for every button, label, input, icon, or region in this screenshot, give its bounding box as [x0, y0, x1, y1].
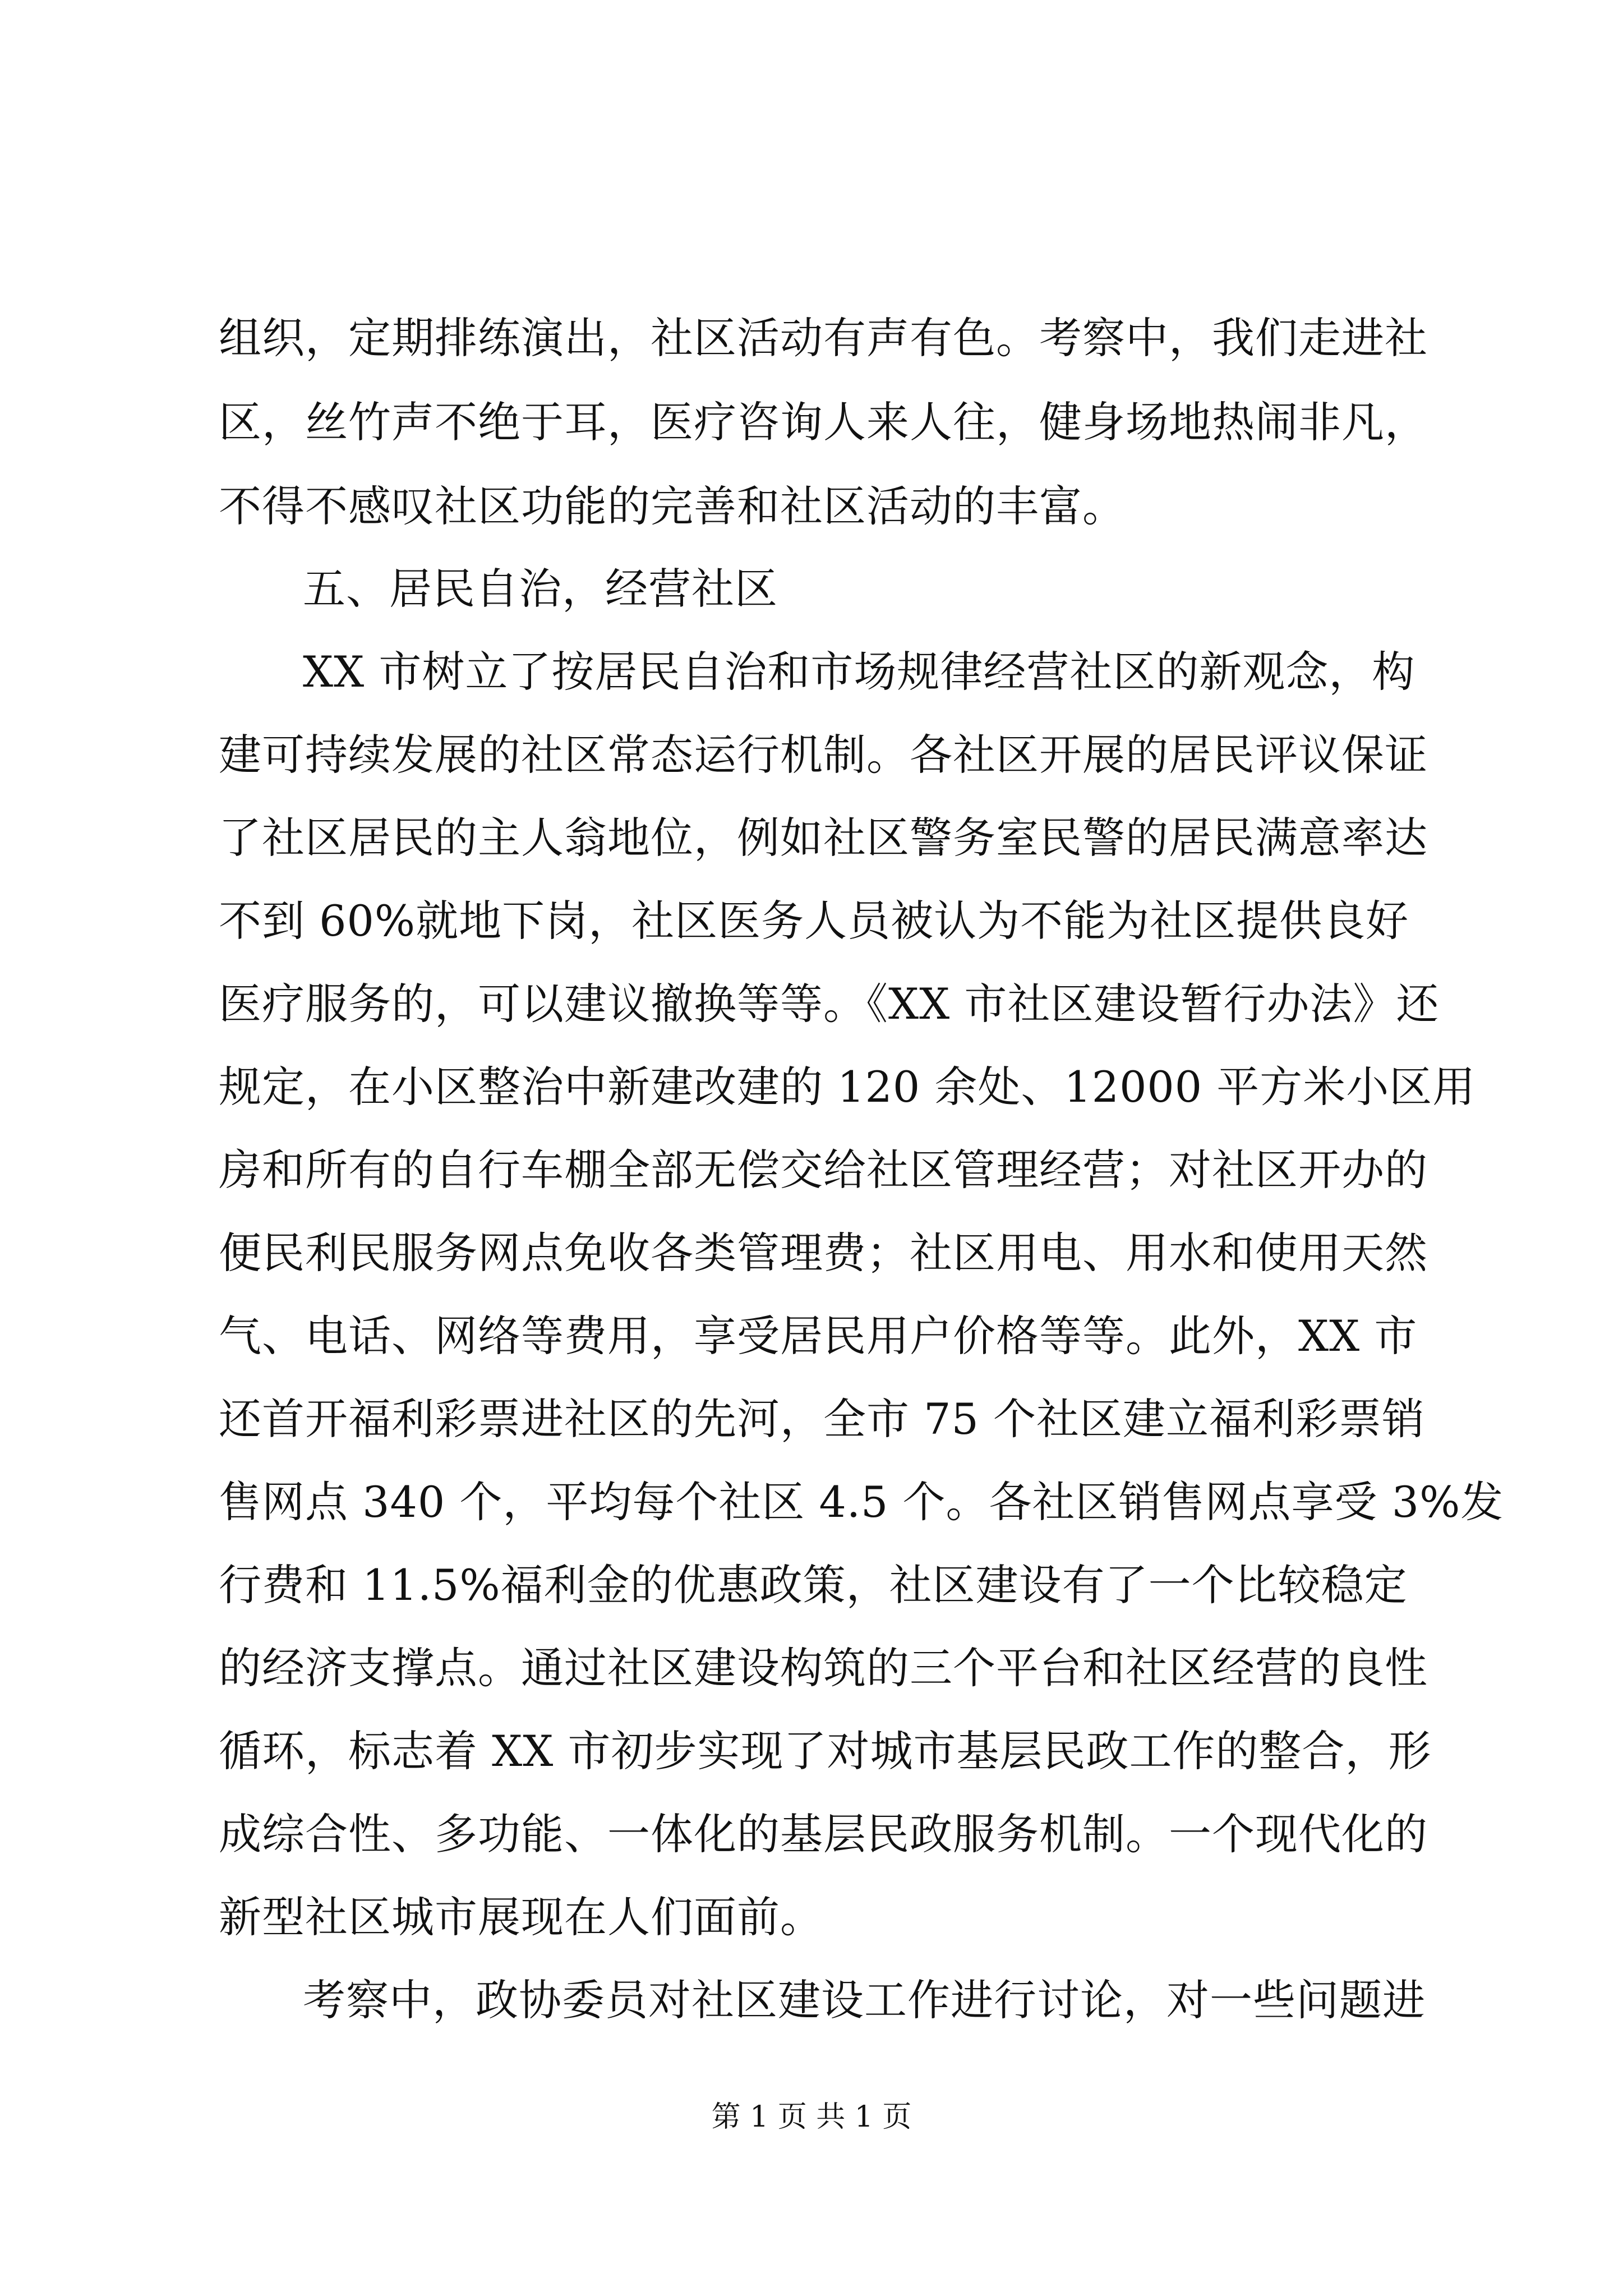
body-line: 还首开福利彩票进社区的先河，全市 75 个社区建立福利彩票销 — [219, 1394, 1426, 1444]
body-line: 便民利民服务网点免收各类管理费；社区用电、用水和使用天然 — [219, 1228, 1428, 1278]
body-line: 气、电话、网络等费用，享受居民用户价格等等。此外，XX 市 — [219, 1311, 1418, 1361]
body-line: 规定，在小区整治中新建改建的 120 余处、12000 平方米小区用 — [219, 1062, 1476, 1112]
section-heading: 五、居民自治，经营社区 — [303, 564, 778, 614]
body-line: 房和所有的自行车棚全部无偿交给社区管理经营；对社区开办的 — [219, 1145, 1428, 1195]
body-line: XX 市树立了按居民自治和市场规律经营社区的新观念，构 — [303, 647, 1415, 697]
body-line: 新型社区城市展现在人们面前。 — [219, 1892, 823, 1942]
body-line: 的经济支撑点。通过社区建设构筑的三个平台和社区经营的良性 — [219, 1643, 1428, 1693]
body-line: 不得不感叹社区功能的完善和社区活动的丰富。 — [219, 481, 1126, 531]
body-line: 组织，定期排练演出，社区活动有声有色。考察中，我们走进社 — [219, 313, 1428, 363]
body-line: 不到 60%就地下岗，社区医务人员被认为不能为社区提供良好 — [219, 896, 1409, 946]
body-line: 建可持续发展的社区常态运行机制。各社区开展的居民评议保证 — [219, 730, 1428, 780]
body-line: 成综合性、多功能、一体化的基层民政服务机制。一个现代化的 — [219, 1809, 1428, 1859]
body-line: 医疗服务的，可以建议撤换等等。《XX 市社区建设暂行办法》还 — [219, 979, 1440, 1029]
body-line: 售网点 340 个，平均每个社区 4.5 个。各社区销售网点享受 3%发 — [219, 1477, 1504, 1527]
body-line: 行费和 11.5%福利金的优惠政策，社区建设有了一个比较稳定 — [219, 1560, 1408, 1610]
body-line: 了社区居民的主人翁地位，例如社区警务室民警的居民满意率达 — [219, 813, 1428, 863]
page-number-footer: 第 1 页 共 1 页 — [711, 2100, 912, 2134]
body-line: 考察中，政协委员对社区建设工作进行讨论，对一些问题进 — [303, 1975, 1426, 2025]
body-line: 循环，标志着 XX 市初步实现了对城市基层民政工作的整合，形 — [219, 1726, 1432, 1776]
body-line: 区，丝竹声不绝于耳，医疗咨询人来人往，健身场地热闹非凡， — [219, 397, 1428, 447]
